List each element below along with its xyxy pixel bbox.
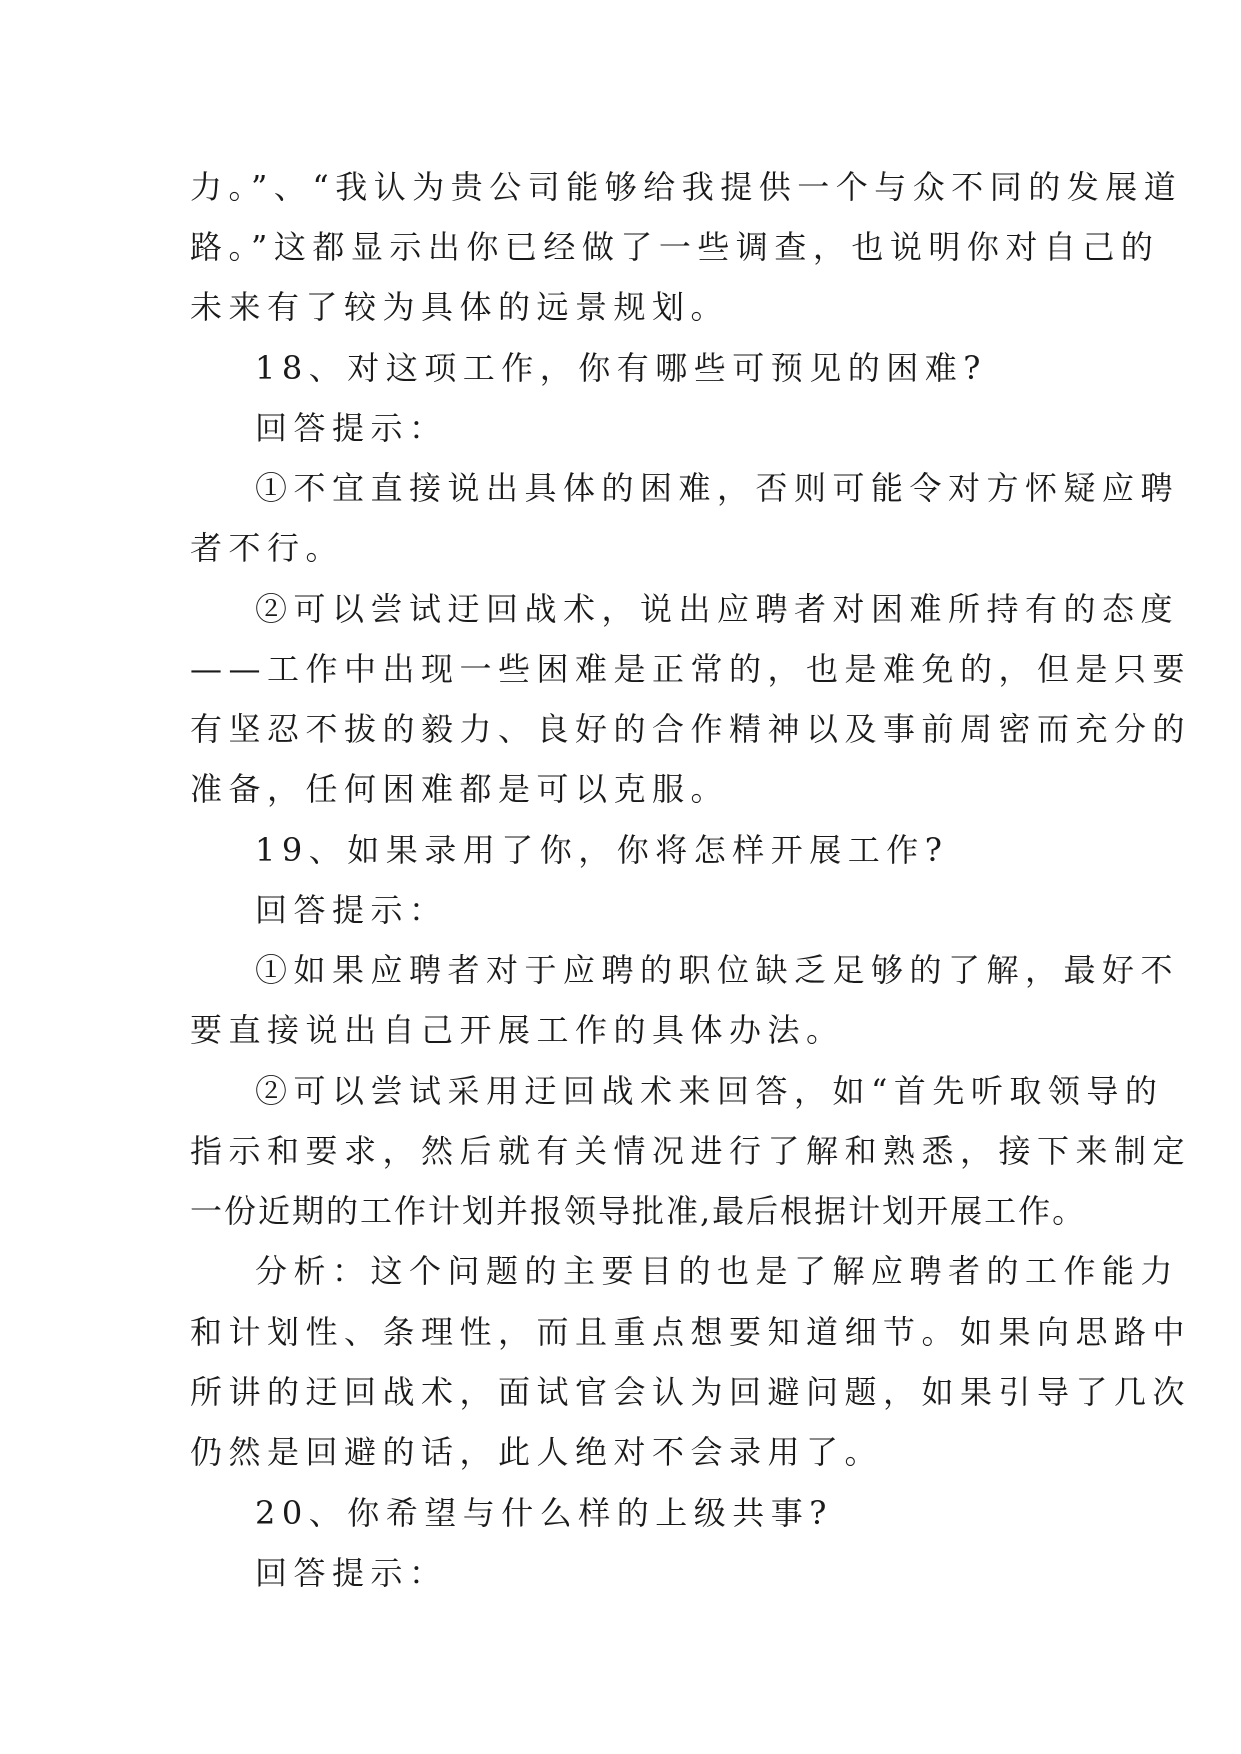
paragraph-line: 准备，任何困难都是可以克服。 [190, 770, 730, 808]
paragraph-line: 所讲的迂回战术，面试官会认为回避问题，如果引导了几次 [190, 1373, 1192, 1411]
analysis-paragraph: 分析：这个问题的主要目的也是了解应聘者的工作能力 [255, 1252, 1180, 1290]
answer-hint-label: 回答提示： [255, 409, 448, 447]
paragraph-line: ①不宜直接说出具体的困难，否则可能令对方怀疑应聘 [255, 469, 1180, 507]
paragraph-line: ②可以尝试采用迂回战术来回答，如“首先听取领导的 [255, 1072, 1164, 1110]
question-heading: 18、对这项工作，你有哪些可预见的困难? [255, 349, 987, 387]
paragraph-line: 一份近期的工作计划并报领导批准,最后根据计划开展工作。 [190, 1192, 1087, 1230]
paragraph-line: 仍然是回避的话，此人绝对不会录用了。 [190, 1433, 884, 1471]
paragraph-line: ——工作中出现一些困难是正常的，也是难免的，但是只要 [190, 650, 1192, 688]
paragraph-line: 者不行。 [190, 529, 345, 567]
paragraph-line: 指示和要求，然后就有关情况进行了解和熟悉，接下来制定 [190, 1132, 1192, 1170]
paragraph-line: 有坚忍不拔的毅力、良好的合作精神以及事前周密而充分的 [190, 710, 1192, 748]
answer-hint-label: 回答提示： [255, 891, 448, 929]
question-heading: 19、如果录用了你，你将怎样开展工作? [255, 831, 949, 869]
paragraph-line: 路。”这都显示出你已经做了一些调查，也说明你对自己的 [190, 228, 1160, 266]
paragraph-line: 和计划性、条理性，而且重点想要知道细节。如果向思路中 [190, 1313, 1192, 1351]
question-heading: 20、你希望与什么样的上级共事? [255, 1494, 833, 1532]
paragraph-line: 未来有了较为具体的远景规划。 [190, 288, 730, 326]
answer-hint-label: 回答提示： [255, 1554, 448, 1592]
paragraph-line: ②可以尝试迂回战术，说出应聘者对困难所持有的态度 [255, 590, 1180, 628]
paragraph-line: 力。”、“我认为贵公司能够给我提供一个与众不同的发展道 [190, 168, 1183, 206]
paragraph-line: 要直接说出自己开展工作的具体办法。 [190, 1011, 845, 1049]
paragraph-line: ①如果应聘者对于应聘的职位缺乏足够的了解，最好不 [255, 951, 1180, 989]
